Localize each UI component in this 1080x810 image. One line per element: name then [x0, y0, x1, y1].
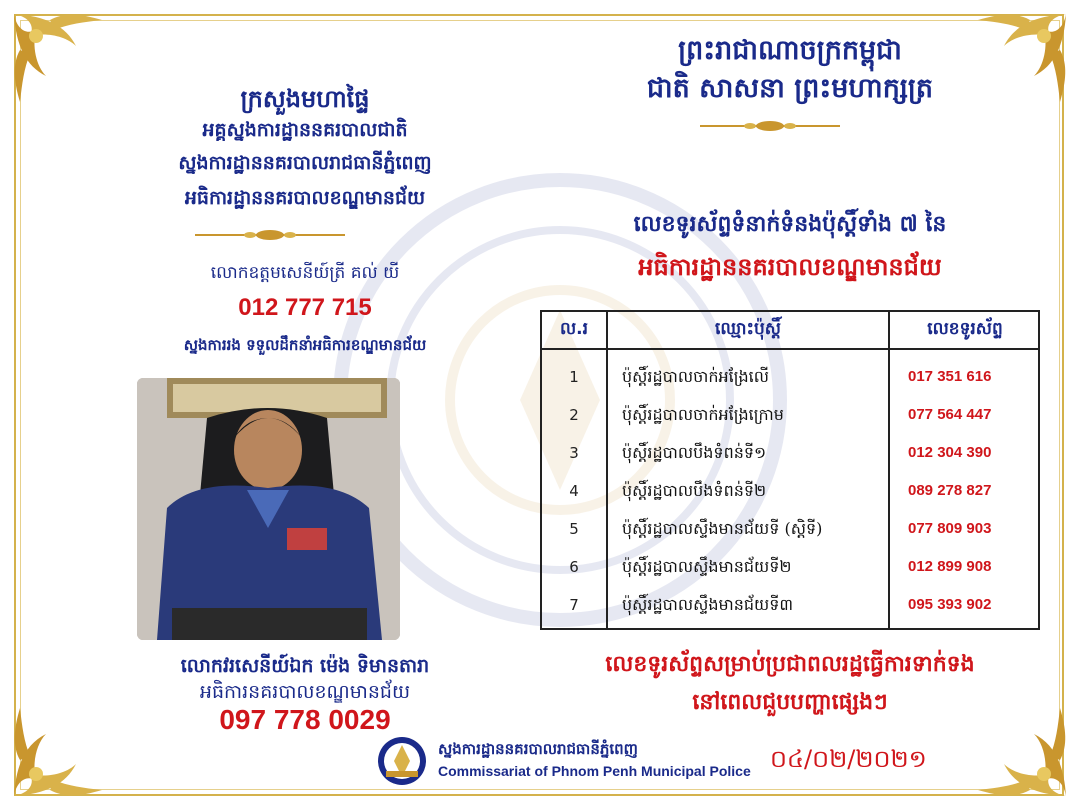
- table-row-name: ប៉ុស្តិ៍រដ្ឋបាលស្ទឹងមានជ័យទី២: [622, 557, 792, 576]
- deputy-phone: 012 777 715: [238, 294, 372, 321]
- table-row-name: ប៉ុស្តិ៍រដ្ឋបាលចាក់អង្រែលើ: [622, 367, 769, 386]
- table-row-phone: 077 809 903: [908, 520, 992, 537]
- municipal-commissariat-name: ស្នងការដ្ឋាននគរបាលរាជធានីភ្នំពេញ: [178, 152, 432, 174]
- column-divider: [606, 312, 608, 628]
- contact-table: [540, 310, 1040, 630]
- header-number: ល.រ: [559, 319, 589, 339]
- table-title: លេខទូរស័ព្ទទំនាក់ទំនងប៉ុស្តិ៍ទាំង ៧ នៃ: [633, 212, 947, 237]
- chief-name: លោកវរសេនីយ៍ឯក ម៉េង ទិមានតារា: [180, 655, 430, 677]
- corner-ornament-icon: [6, 6, 116, 116]
- footer-org-khmer: ស្នងការដ្ឋាននគរបាលរាជធានីភ្នំពេញ: [438, 740, 638, 758]
- district-inspectorate-name: អធិការដ្ឋាននគរបាលខណ្ឌមានជ័យ: [184, 187, 426, 209]
- table-row-name: ប៉ុស្តិ៍រដ្ឋបាលស្ទឹងមានជ័យទី (ស្តិទី): [622, 519, 823, 538]
- table-row-phone: 095 393 902: [908, 596, 992, 613]
- column-divider: [888, 312, 890, 628]
- table-row-name: ប៉ុស្តិ៍រដ្ឋបាលចាក់អង្រែក្រោម: [622, 405, 784, 424]
- header-phone: លេខទូរស័ព្ទ: [927, 319, 1003, 339]
- footer-note-line2: នៅពេលជួបបញ្ហាផ្សេងៗ: [692, 690, 888, 715]
- issue-date: ០៤/០២/២០២១: [770, 745, 927, 773]
- kingdom-title: ព្រះរាជាណាចក្រកម្ពុជា: [678, 35, 902, 66]
- table-row-number: 4: [569, 482, 579, 500]
- table-row-phone: 012 899 908: [908, 558, 992, 575]
- table-row-name: ប៉ុស្តិ៍រដ្ឋបាលបឹងទំពន់ទី២: [622, 481, 767, 500]
- police-logo-icon: [372, 735, 432, 787]
- officer-portrait-icon: [137, 378, 400, 640]
- table-row-number: 6: [569, 558, 579, 576]
- chief-role: អធិការនគរបាលខណ្ឌមានជ័យ: [199, 681, 411, 703]
- ornament-divider-icon: [195, 229, 345, 241]
- deputy-name: លោកឧត្តមសេនីយ៍ត្រី គល់ យី: [210, 263, 400, 283]
- table-row-number: 1: [569, 368, 579, 386]
- deputy-role: ស្នងការរង ទទួលដឹកនាំអធិការខណ្ឌមានជ័យ: [183, 336, 427, 354]
- footer-org-english: Commissariat of Phnom Penh Municipal Police: [438, 763, 751, 779]
- table-row-number: 2: [569, 406, 579, 424]
- table-row-phone: 077 564 447: [908, 406, 992, 423]
- table-row-phone: 089 278 827: [908, 482, 992, 499]
- table-row-number: 5: [569, 520, 579, 538]
- table-row-phone: 017 351 616: [908, 368, 992, 385]
- chief-phone: 097 778 0029: [219, 704, 391, 735]
- general-commissariat-name: អគ្គស្នងការដ្ឋាននគរបាលជាតិ: [202, 119, 408, 141]
- ministry-name: ក្រសួងមហាផ្ទៃ: [240, 85, 370, 113]
- chief-portrait: [137, 378, 400, 640]
- table-row-number: 7: [569, 596, 579, 614]
- header-post-name: ឈ្មោះប៉ុស្តិ៍: [715, 319, 781, 339]
- corner-ornament-icon: [6, 694, 116, 804]
- nation-motto: ជាតិ សាសនា ព្រះមហាក្សត្រ: [646, 73, 934, 104]
- table-subtitle: អធិការដ្ឋាននគរបាលខណ្ឌមានជ័យ: [638, 253, 942, 281]
- ornament-divider-icon: [700, 120, 840, 132]
- footer-note: លេខទូរស័ព្ទសម្រាប់ប្រជាពលរដ្ឋធ្វើការទាក់ទង: [605, 652, 975, 677]
- table-row-name: ប៉ុស្តិ៍រដ្ឋបាលបឹងទំពន់ទី១: [622, 443, 767, 462]
- table-row-phone: 012 304 390: [908, 444, 992, 461]
- table-row-name: ប៉ុស្តិ៍រដ្ឋបាលស្ទឹងមានជ័យទី៣: [622, 595, 794, 614]
- table-row-number: 3: [569, 444, 579, 462]
